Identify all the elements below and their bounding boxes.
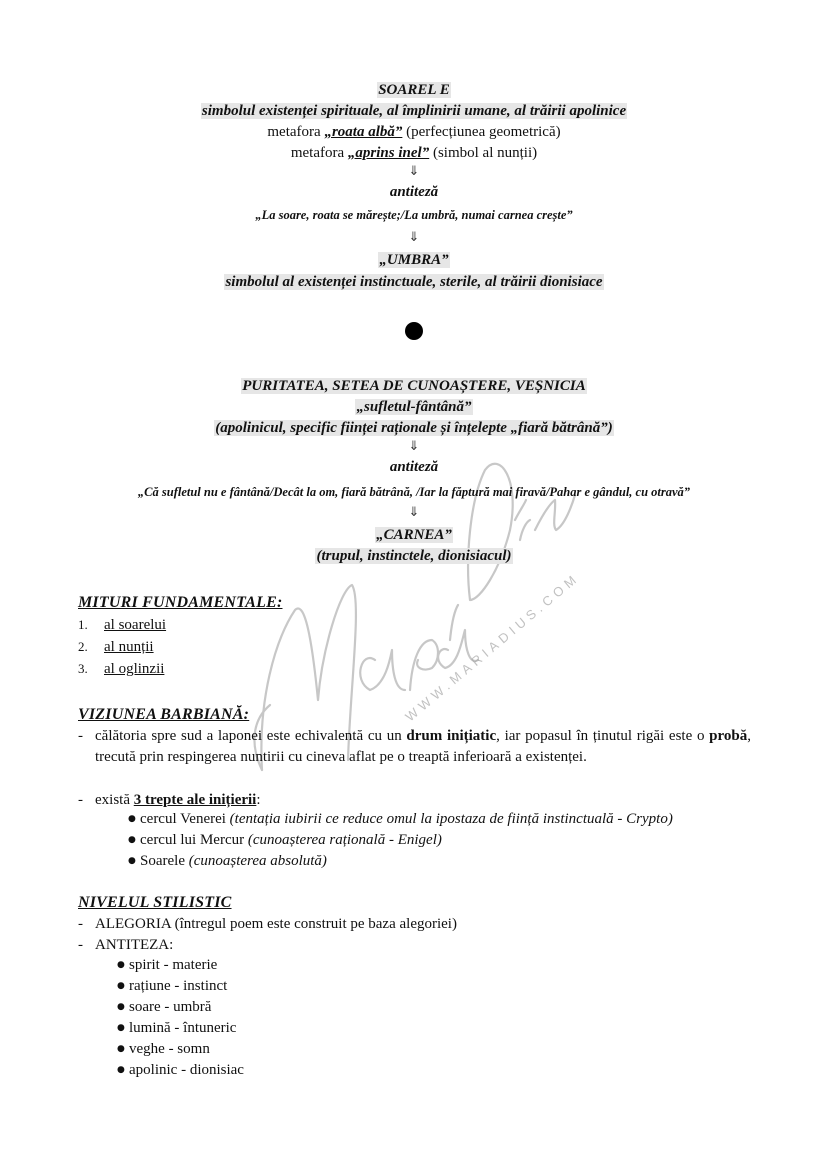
- down-arrow-icon: ⇓: [408, 439, 420, 454]
- list-item: ● Soarele (cunoașterea absolută): [128, 853, 327, 869]
- list-item: ● lumină - întuneric: [117, 1020, 237, 1036]
- nivelul-stilistic-heading: NIVELUL STILISTIC: [78, 894, 232, 911]
- list-item: 3. al oglinzii: [78, 661, 165, 677]
- metafora-aprins-inel: metafora „aprins inel” (simbol al nunții): [290, 145, 538, 161]
- soarele-subtitle: simbolul existenței spirituale, al împlinirii umane, al trăirii apolinice: [201, 103, 627, 119]
- list-item: 2. al nunții: [78, 639, 154, 655]
- list-item: 1. al soarelui: [78, 617, 167, 633]
- trepte-line: - există 3 trepte ale inițierii:: [78, 792, 261, 808]
- umbra-title: „UMBRA”: [379, 252, 449, 268]
- list-item: ● rațiune - instinct: [117, 978, 228, 994]
- carnea-description: (trupul, instinctele, dionisiacul): [316, 548, 512, 564]
- antiteza-label-2: antiteză: [389, 459, 439, 475]
- watermark-text: WWW.MARIADIUS.COM: [402, 569, 583, 725]
- antiteza-line: - ANTITEZA:: [78, 937, 174, 953]
- viziunea-paragraph: - călătoria spre sud a laponei este echivalentă cu un drum inițiatic, iar popasul în ținutul rigăi este o probă, trecută prin respingerea nuntirii cu cineva aflat pe o treaptă inferioară a existenței.: [78, 728, 751, 765]
- umbra-description: simbolul al existenței instinctuale, sterile, al trăirii dionisiace: [225, 274, 603, 290]
- puritatea-title: PURITATEA, SETEA DE CUNOAȘTERE, VEȘNICIA: [242, 378, 586, 394]
- list-item: ● cercul lui Mercur (cunoașterea rațională - Enigel): [128, 832, 442, 848]
- sufletul-fantana-term: „sufletul-fântână”: [356, 399, 472, 415]
- list-item: ● cercul Venerei (tentația iubirii ce reduce omul la ipostaza de ființă instinctuală - Crypto): [128, 811, 673, 827]
- separator-dot-icon: [405, 322, 423, 340]
- alegoria-line: - ALEGORIA (întregul poem este construit pe baza alegoriei): [78, 916, 457, 932]
- metafora-roata-alba: metafora „roata albă” (perfecțiunea geometrică): [267, 124, 561, 140]
- down-arrow-icon: ⇓: [408, 505, 420, 520]
- mituri-heading: MITURI FUNDAMENTALE:: [78, 594, 283, 611]
- quote-soare-umbra: „La soare, roata se mărește;/La umbră, numai carnea crește”: [255, 208, 573, 222]
- list-item: ● apolinic - dionisiac: [117, 1062, 244, 1078]
- quote-sufletul: „Că sufletul nu e fântână/Decât la om, fiară bătrână, /Iar la făptură mai firavă/Pahar e gândul, cu otravă”: [137, 485, 691, 499]
- down-arrow-icon: ⇓: [408, 230, 420, 245]
- list-item: ● spirit - materie: [117, 957, 218, 973]
- soarele-title: SOAREL E: [378, 82, 450, 98]
- down-arrow-icon: ⇓: [408, 164, 420, 179]
- list-item: ● veghe - somn: [117, 1041, 210, 1057]
- list-item: ● soare - umbră: [117, 999, 212, 1015]
- antiteza-label-1: antiteză: [389, 184, 439, 200]
- apolinicul-description: (apolinicul, specific ființei raționale și înțelepte „fiară bătrână”): [215, 420, 613, 436]
- carnea-title: „CARNEA”: [376, 527, 452, 543]
- viziunea-heading: VIZIUNEA BARBIANĂ:: [78, 706, 250, 723]
